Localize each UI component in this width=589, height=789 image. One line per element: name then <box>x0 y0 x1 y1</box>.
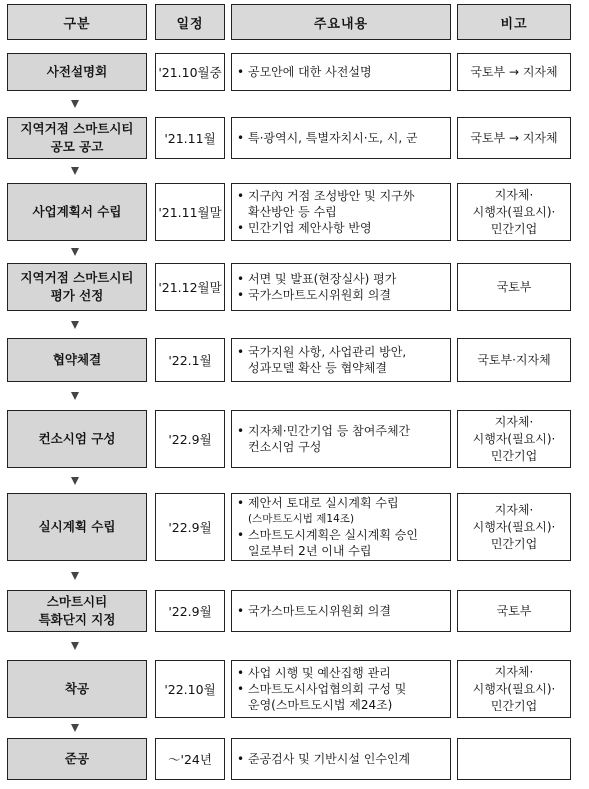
step-cell <box>7 590 147 632</box>
content-line: • 준공검사 및 기반시설 인수인계 <box>248 752 411 766</box>
schedule-text: '21.11월말 <box>158 205 222 220</box>
content-item <box>236 64 372 80</box>
content-list <box>236 603 391 619</box>
step-cell <box>7 53 147 91</box>
remarks-line: 국토부 <box>496 279 532 294</box>
step-label: 실시계획 수립 <box>38 519 116 534</box>
schedule-text: '22.9월 <box>168 520 212 535</box>
content-line: • 스마트도시사업협의회 구성 및 <box>248 682 407 696</box>
step-cell <box>7 660 147 718</box>
content-cell <box>231 183 451 241</box>
content-line: 일로부터 2년 이내 수립 <box>248 544 372 558</box>
remarks-cell <box>457 117 571 159</box>
header-schedule: 일정 <box>155 4 225 40</box>
content-cell <box>231 263 451 311</box>
schedule-text: '22.9월 <box>168 432 212 447</box>
content-item <box>236 423 410 455</box>
content-item <box>236 188 415 220</box>
content-line: • 민간기업 제안사항 반영 <box>248 221 372 235</box>
schedule-cell <box>155 738 225 780</box>
content-item <box>236 271 396 287</box>
schedule-cell <box>155 183 225 241</box>
content-cell <box>231 738 451 780</box>
schedule-cell <box>155 53 225 91</box>
remarks-line: 민간기업 <box>490 536 538 551</box>
content-cell <box>231 660 451 718</box>
down-arrow-icon <box>71 167 79 175</box>
remarks-line: 국토부·지자체 <box>477 352 551 367</box>
remarks-line: 국토부 → 지자체 <box>470 64 558 79</box>
remarks-line: 시행자(필요시)· <box>472 204 556 219</box>
content-line: • 제안서 토대로 실시계획 수립 <box>248 496 399 510</box>
content-line: • 특·광역시, 특별자치시·도, 시, 군 <box>248 131 418 145</box>
remarks-cell <box>457 660 571 718</box>
down-arrow-icon <box>71 724 79 732</box>
remarks-cell <box>457 338 571 382</box>
content-list <box>236 64 372 80</box>
content-item <box>236 681 406 713</box>
content-list <box>236 271 396 303</box>
remarks-line: 시행자(필요시)· <box>472 431 556 446</box>
step-cell <box>7 410 147 468</box>
schedule-text: ～'24년 <box>168 752 212 767</box>
content-list <box>236 344 406 376</box>
content-item <box>236 527 418 559</box>
content-item <box>236 495 418 527</box>
content-line: 운영(스마트도시법 제24조) <box>248 698 393 712</box>
content-line: • 공모안에 대한 사전설명 <box>248 65 372 79</box>
content-cell <box>231 590 451 632</box>
content-line: 컨소시엄 구성 <box>248 440 322 454</box>
remarks-line: 민간기업 <box>490 698 538 713</box>
content-item <box>236 220 415 236</box>
step-label: 공모 공고 <box>50 139 104 154</box>
down-arrow-icon <box>71 477 79 485</box>
down-arrow-icon <box>71 100 79 108</box>
schedule-text: '21.11월 <box>164 131 216 146</box>
content-item <box>236 344 406 376</box>
down-arrow-icon <box>71 572 79 580</box>
content-item <box>236 287 396 303</box>
schedule-cell <box>155 590 225 632</box>
step-label: 사전설명회 <box>46 64 108 79</box>
step-cell <box>7 263 147 311</box>
content-item <box>236 751 410 767</box>
content-item <box>236 665 406 681</box>
remarks-line: 지자체· <box>494 414 534 429</box>
remarks-line: 지자체· <box>494 187 534 202</box>
remarks-line: 시행자(필요시)· <box>472 519 556 534</box>
step-label: 특화단지 지정 <box>38 612 116 627</box>
content-line: • 국가지원 사항, 사업관리 방안, <box>248 345 407 359</box>
content-item <box>236 130 418 146</box>
content-cell <box>231 338 451 382</box>
step-label: 협약체결 <box>52 352 102 367</box>
content-list <box>236 188 415 236</box>
content-list <box>236 751 410 767</box>
content-line: • 사업 시행 및 예산집행 관리 <box>248 666 391 680</box>
remarks-cell <box>457 590 571 632</box>
step-label: 사업계획서 수립 <box>32 204 122 219</box>
step-cell <box>7 493 147 561</box>
schedule-cell <box>155 338 225 382</box>
remarks-line: 국토부 <box>496 603 532 618</box>
content-line: • 지구內 거점 조성방안 및 지구外 <box>248 189 415 203</box>
schedule-cell <box>155 410 225 468</box>
remarks-cell <box>457 263 571 311</box>
step-label: 지역거점 스마트시티 <box>20 121 134 136</box>
schedule-cell <box>155 263 225 311</box>
content-cell <box>231 117 451 159</box>
content-list <box>236 423 410 455</box>
content-line: 확산방안 등 수립 <box>248 205 337 219</box>
header-category: 구분 <box>7 4 147 40</box>
content-list <box>236 665 406 713</box>
down-arrow-icon <box>71 248 79 256</box>
content-line: • 스마트도시계획은 실시계획 승인 <box>248 528 418 542</box>
down-arrow-icon <box>71 642 79 650</box>
header-remarks: 비고 <box>457 4 571 40</box>
step-cell <box>7 338 147 382</box>
remarks-line: 시행자(필요시)· <box>472 681 556 696</box>
content-line: • 국가스마트도시위원회 의결 <box>248 604 391 618</box>
down-arrow-icon <box>71 392 79 400</box>
step-label: 지역거점 스마트시티 <box>20 270 134 285</box>
remarks-cell <box>457 410 571 468</box>
schedule-text: '22.1월 <box>168 353 212 368</box>
content-item <box>236 603 391 619</box>
content-cell <box>231 493 451 561</box>
step-label: 컨소시엄 구성 <box>38 431 116 446</box>
step-label: 준공 <box>64 751 90 766</box>
content-list <box>236 495 418 559</box>
schedule-cell <box>155 660 225 718</box>
content-line: (스마트도시법 제14조) <box>248 513 355 525</box>
remarks-line: 민간기업 <box>490 221 538 236</box>
schedule-text: '21.12월말 <box>158 280 222 295</box>
step-cell <box>7 738 147 780</box>
remarks-line: 지자체· <box>494 502 534 517</box>
step-cell <box>7 183 147 241</box>
content-line: • 국가스마트도시위원회 의결 <box>248 288 391 302</box>
content-line: 성과모델 확산 등 협약체결 <box>248 361 387 375</box>
step-label: 평가 선정 <box>50 288 104 303</box>
schedule-text: '22.10월 <box>164 682 216 697</box>
remarks-line: 민간기업 <box>490 448 538 463</box>
step-cell <box>7 117 147 159</box>
header-main-content: 주요내용 <box>231 4 451 40</box>
step-label: 스마트시티 <box>46 594 108 609</box>
content-cell <box>231 53 451 91</box>
remarks-line: 국토부 → 지자체 <box>470 130 558 145</box>
schedule-cell <box>155 117 225 159</box>
step-label: 착공 <box>64 681 90 696</box>
schedule-text: '21.10월중 <box>158 65 222 80</box>
remarks-cell <box>457 183 571 241</box>
content-line: • 지자체·민간기업 등 참여주체간 <box>248 424 411 438</box>
remarks-line: 지자체· <box>494 664 534 679</box>
content-list <box>236 130 418 146</box>
schedule-cell <box>155 493 225 561</box>
schedule-text: '22.9월 <box>168 604 212 619</box>
down-arrow-icon <box>71 321 79 329</box>
remarks-cell <box>457 738 571 780</box>
content-line: • 서면 및 발표(현장실사) 평가 <box>248 272 397 286</box>
remarks-cell <box>457 53 571 91</box>
content-cell <box>231 410 451 468</box>
remarks-cell <box>457 493 571 561</box>
